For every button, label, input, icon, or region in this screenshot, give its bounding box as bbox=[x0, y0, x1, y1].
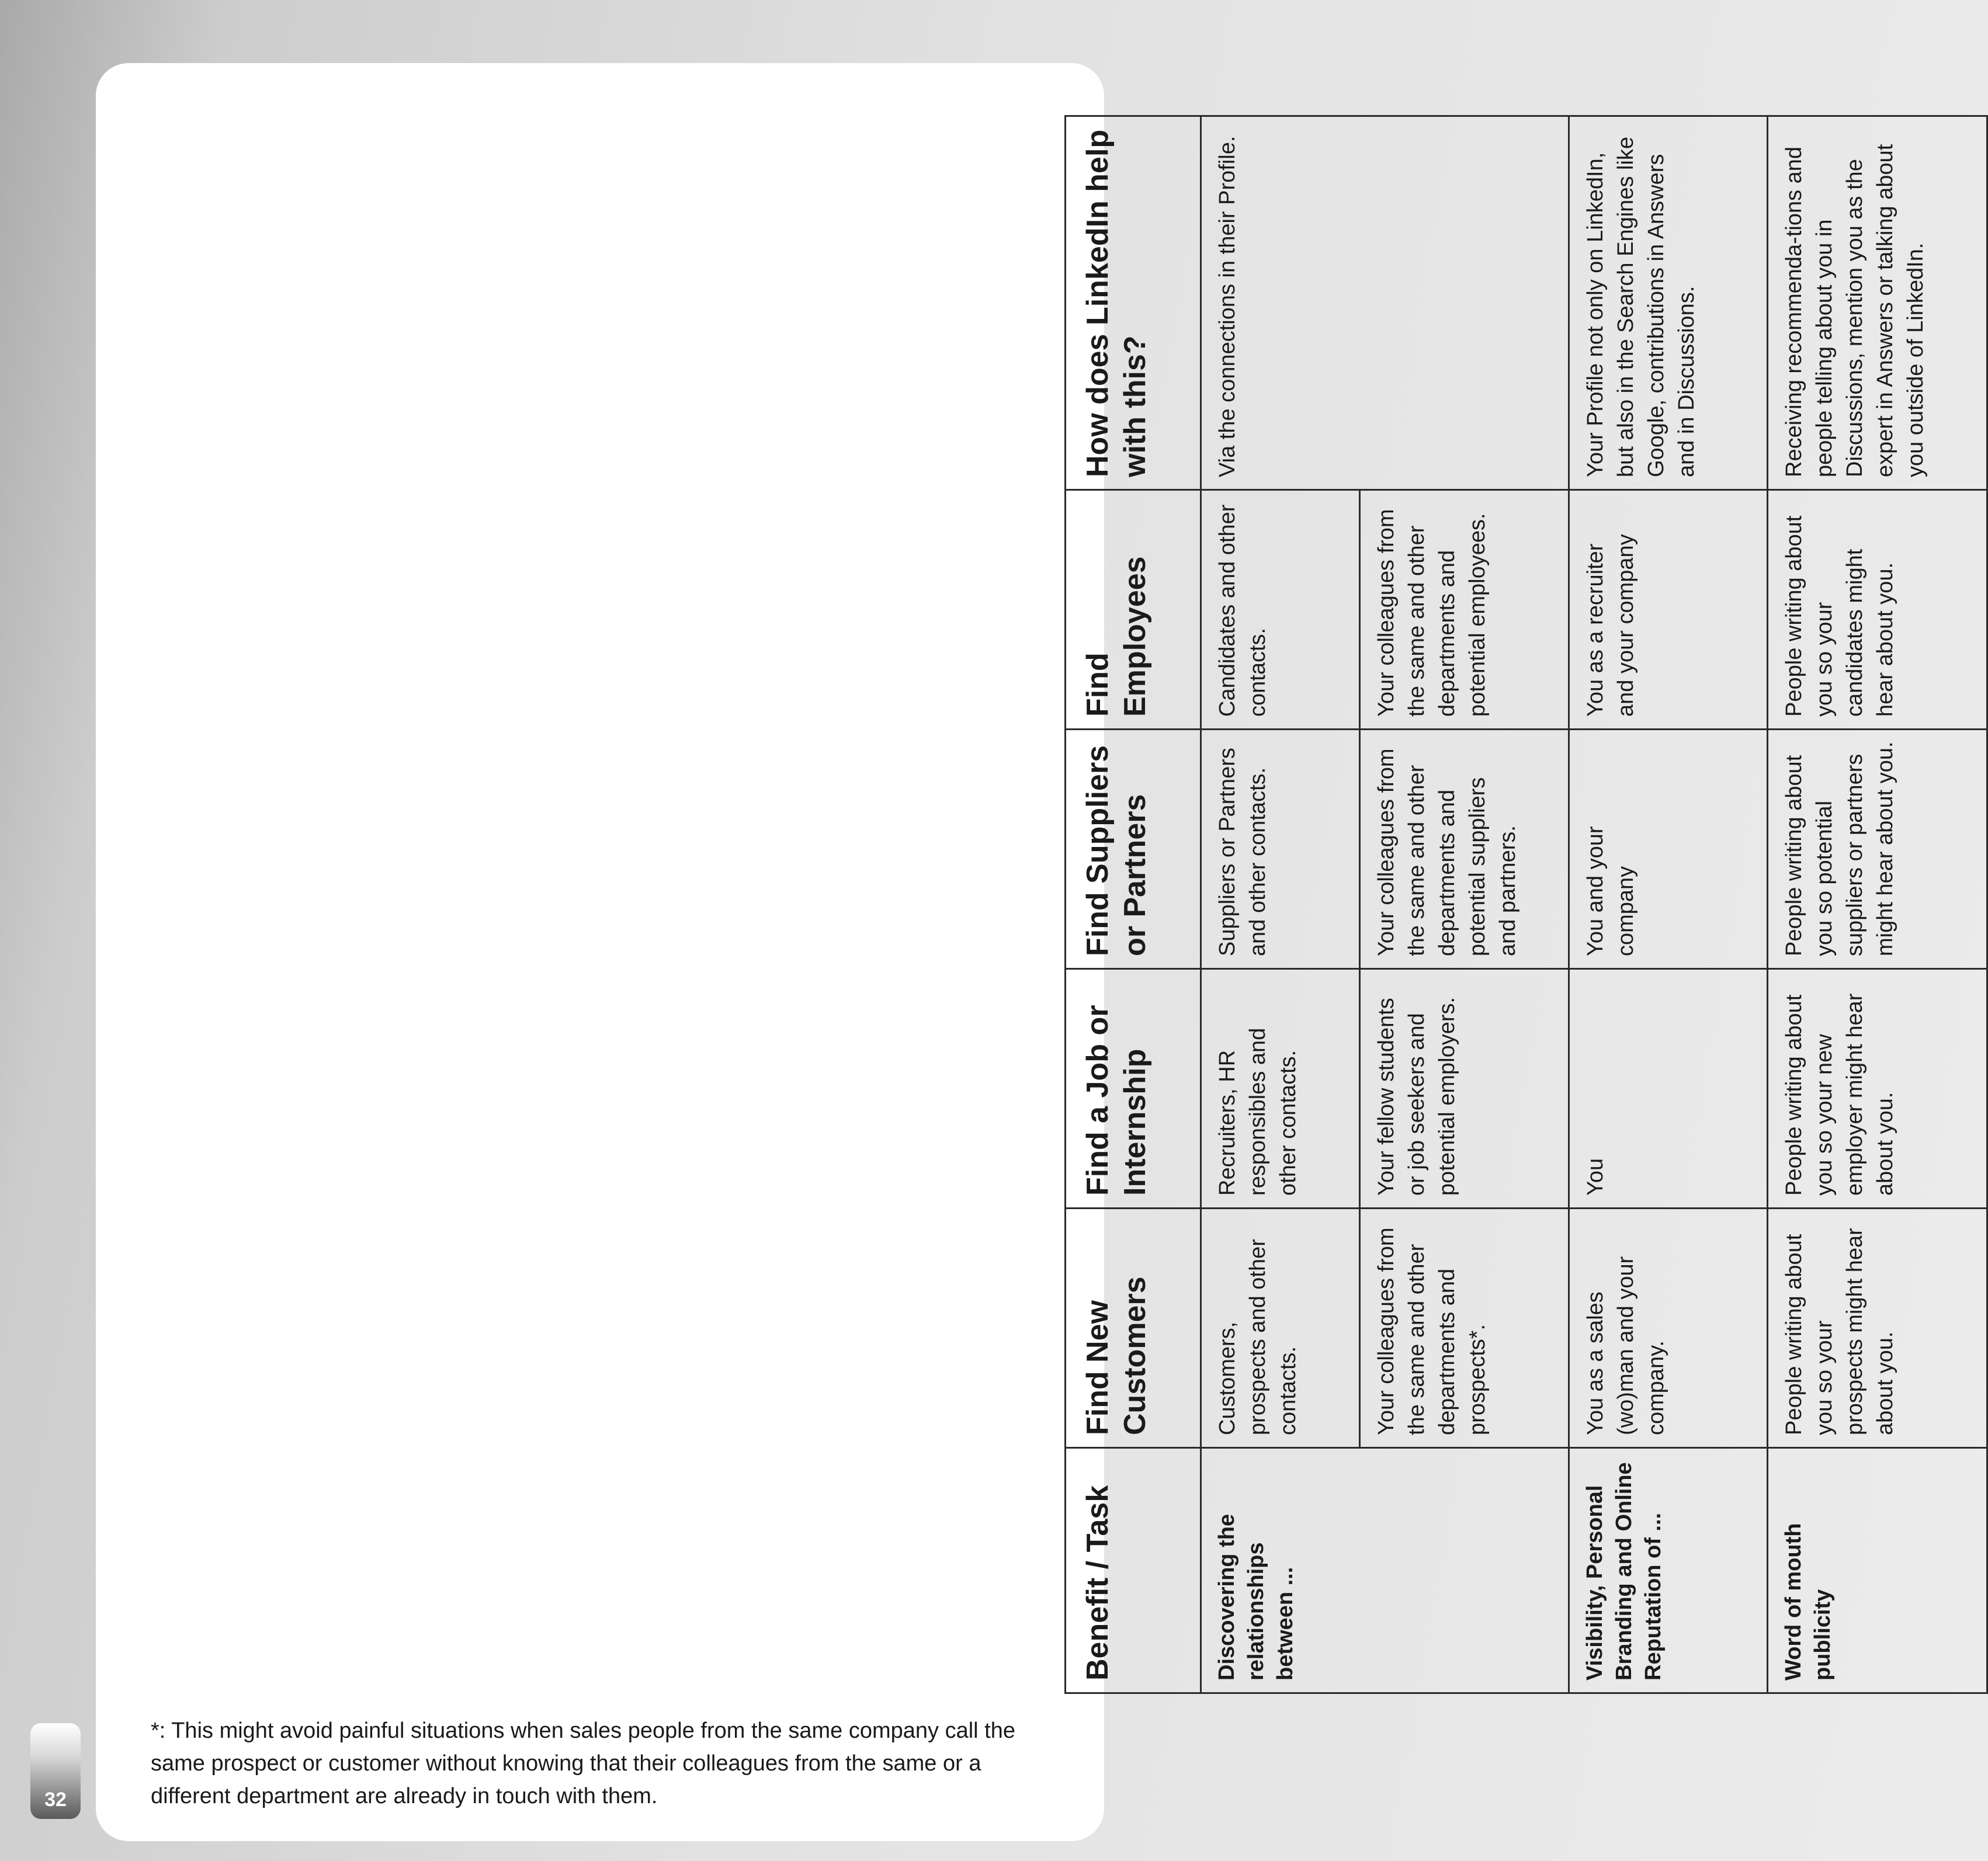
column-header-benefit: Benefit / Task bbox=[1066, 1448, 1201, 1693]
table-cell: Your colleagues from the same and other departments and prospects*. bbox=[1360, 1209, 1569, 1448]
table-cell: Receiving recommenda-tions and people telling about you in Discussions, mention you as the expert in Answers or talking about you outside of LinkedIn. bbox=[1768, 116, 1987, 490]
table-cell: Recruiters, HR responsibles and other contacts. bbox=[1201, 969, 1360, 1209]
table-row bbox=[1201, 116, 1360, 1693]
table-cell: You bbox=[1569, 969, 1768, 1209]
table-cell: You as a recruiter and your company bbox=[1569, 490, 1768, 730]
row-label-visibility: Visibility, Personal Branding and Online Reputation of ... bbox=[1569, 1448, 1768, 1693]
row-label-word-of-mouth: Word of mouth publicity bbox=[1768, 1448, 1987, 1693]
table-cell: You and your company bbox=[1569, 730, 1768, 969]
page-number: 32 bbox=[44, 1789, 67, 1811]
column-header-job: Find a Job or Internship bbox=[1066, 969, 1201, 1209]
table-cell: People writing about you so potential suppliers or partners might hear about you. bbox=[1768, 730, 1987, 969]
table-cell: Suppliers or Partners and other contacts. bbox=[1201, 730, 1360, 969]
table-row bbox=[1768, 116, 1987, 1693]
column-header-employees: Find Employees bbox=[1066, 490, 1201, 730]
table-cell: People writing about you so your prospects might hear about you. bbox=[1768, 1209, 1987, 1448]
table-cell: Customers, prospects and other contacts. bbox=[1201, 1209, 1360, 1448]
column-header-suppliers: Find Suppliers or Partners bbox=[1066, 730, 1201, 969]
table-cell: Your Profile not only on LinkedIn, but also in the Search Engines like Google, contributions in Answers and in Discussions. bbox=[1569, 116, 1768, 490]
table-cell: People writing about you so your new employer might hear about you. bbox=[1768, 969, 1987, 1209]
table-cell: Via the connections in their Profile. bbox=[1201, 116, 1569, 490]
rotated-table-container bbox=[1064, 117, 1986, 1694]
table-header-row bbox=[1066, 116, 1201, 1693]
table-cell: Candidates and other contacts. bbox=[1201, 490, 1360, 730]
benefit-task-table bbox=[1064, 115, 1988, 1694]
row-label-discovering: Discovering the relationships between ... bbox=[1201, 1448, 1569, 1693]
table-cell: Your colleagues from the same and other departments and potential suppliers and partners. bbox=[1360, 730, 1569, 969]
page-card bbox=[96, 63, 1104, 1841]
table-cell: Your fellow students or job seekers and potential employers. bbox=[1360, 969, 1569, 1209]
table-cell: People writing about you so your candidates might hear about you. bbox=[1768, 490, 1987, 730]
footnote: *: This might avoid painful situations when sales people from the same company call the same prospect or customer without knowing that their colleagues from the same or a different department are already in touch with them. bbox=[151, 1718, 1015, 1808]
column-header-customers: Find New Customers bbox=[1066, 1209, 1201, 1448]
column-header-linkedin: How does LinkedIn help with this? bbox=[1066, 116, 1201, 490]
table-row bbox=[1569, 116, 1768, 1693]
table-cell: You as a sales (wo)man and your company. bbox=[1569, 1209, 1768, 1448]
table-cell: Your colleagues from the same and other departments and potential employees. bbox=[1360, 490, 1569, 730]
